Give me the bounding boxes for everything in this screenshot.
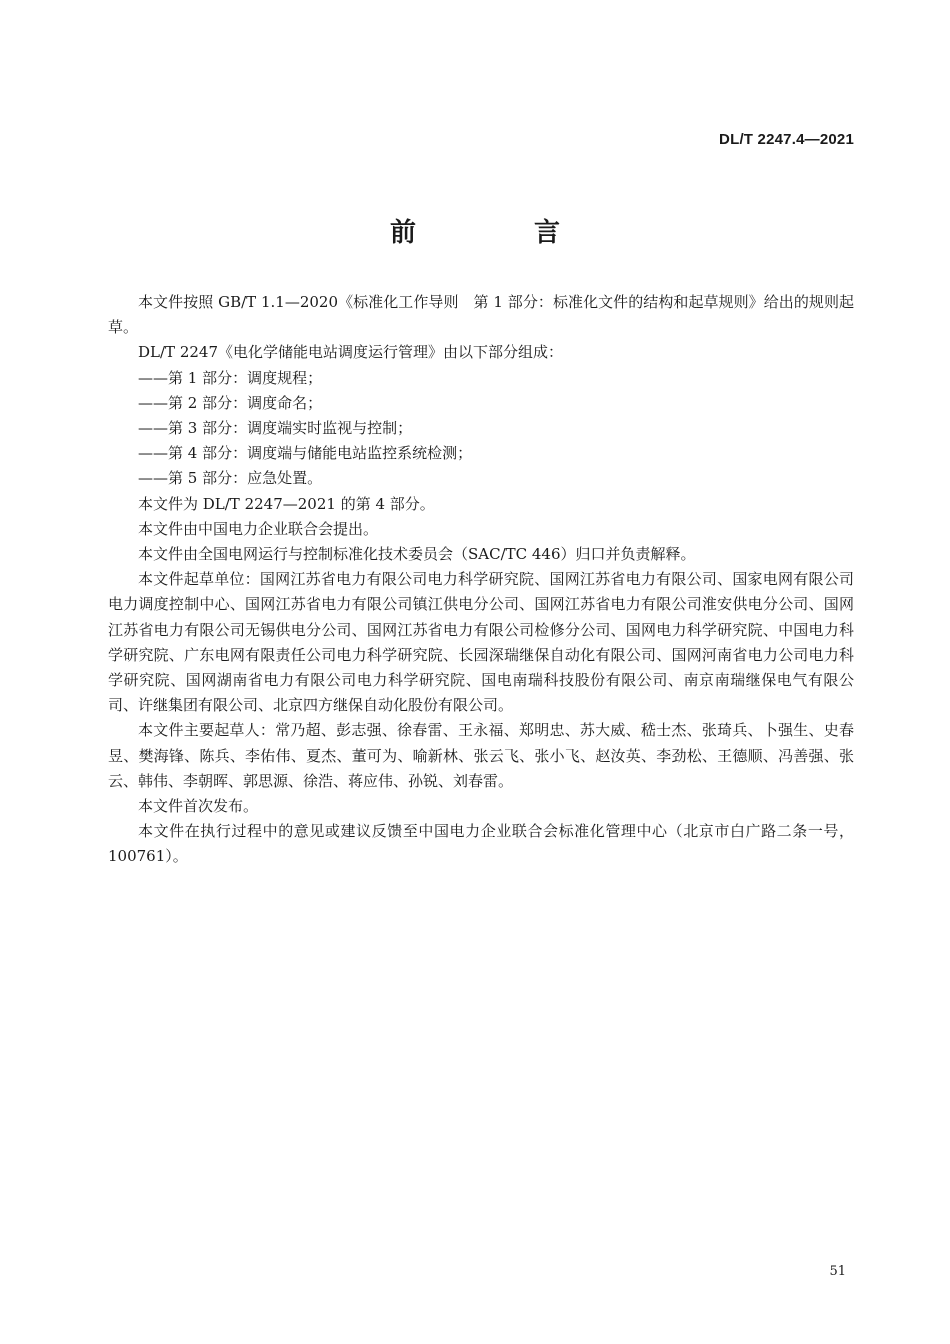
list-item: ——第 1 部分：调度规程； — [138, 368, 323, 387]
paragraph-drafting-rules: 本文件按照 GB/T 1.1—2020《标准化工作导则 第 1 部分：标准化文件的结构和起草规则》给出的规则起草。 — [108, 293, 854, 337]
paragraph-drafting-units: 本文件起草单位：国网江苏省电力有限公司电力科学研究院、国网江苏省电力有限公司、国家电网有限公司电力调度控制中心、国网江苏省电力有限公司镇江供电分公司、国网江苏省电力有限公司淮安供电分公司、国网江苏省电力有限公司无锡供电分公司、国网江苏省电力有限公司检修分公司、国网电力科学研究院、中国电力科学研究院、广东电网有限责任公司电力科学研究院、长园深瑞继保自动化有限公司、国网河南省电力公司电力科学研究院、国网湖南省电力有限公司电力科学研究院、国电南瑞科技股份有限公司、南京南瑞继保电气有限公司、许继集团有限公司、北京四方继保自动化股份有限公司。 — [108, 570, 854, 715]
paragraph-feedback: 本文件在执行过程中的意见或建议反馈至中国电力企业联合会标准化管理中心（北京市白广路二条一号，100761）。 — [108, 822, 854, 866]
paragraph-parts-intro: DL/T 2247《电化学储能电站调度运行管理》由以下部分组成： — [138, 343, 563, 362]
list-item: ——第 5 部分：应急处置。 — [138, 469, 323, 488]
preface-body — [108, 290, 854, 870]
page-number: 51 — [829, 1264, 846, 1279]
paragraph-proposer: 本文件由中国电力企业联合会提出。 — [138, 519, 379, 538]
paragraph-committee: 本文件由全国电网运行与控制标准化技术委员会（SAC/TC 446）归口并负责解释。 — [138, 545, 696, 564]
paragraph-drafters: 本文件主要起草人：常乃超、彭志强、徐春雷、王永福、郑明忠、苏大威、嵇士杰、张琦兵、卜强生、史春昱、樊海锋、陈兵、李佑伟、夏杰、董可为、喻新林、张云飞、张小飞、赵汝英、李劲松、王德顺、冯善强、张云、韩伟、李朝晖、郭思源、徐浩、蒋应伟、孙锐、刘春雷。 — [108, 721, 854, 790]
list-item: ——第 2 部分：调度命名； — [138, 393, 323, 412]
list-item: ——第 3 部分：调度端实时监视与控制； — [138, 419, 413, 438]
paragraph-part-number: 本文件为 DL/T 2247—2021 的第 4 部分。 — [138, 494, 435, 513]
paragraph-first-release: 本文件首次发布。 — [138, 797, 259, 816]
page-title: 前 言 — [389, 218, 606, 248]
standard-code: DL/T 2247.4—2021 — [719, 131, 854, 148]
list-item: ——第 4 部分：调度端与储能电站监控系统检测； — [138, 444, 473, 463]
